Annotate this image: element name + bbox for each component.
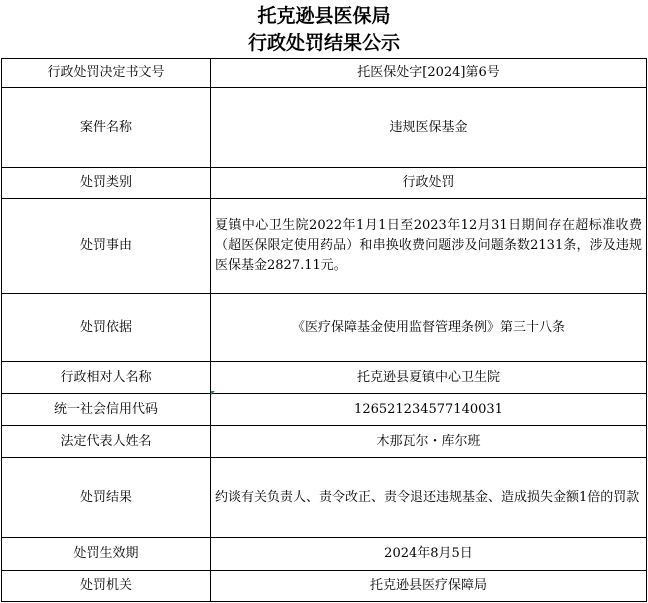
row-value: 木那瓦尔・库尔班 (211, 426, 647, 458)
row-value: 夏镇中心卫生院2022年1月1日至2023年12月31日期间存在超标准收费（超医保限定使用药品）和串换收费问题涉及问题条数2131条，涉及违规医保基金2827.11元。 (211, 199, 647, 294)
row-label: 处罚事由 (2, 199, 211, 294)
row-value: 2024年8月5日 (211, 538, 647, 571)
row-label: 处罚机关 (2, 571, 211, 602)
table-row (2, 168, 647, 199)
table-row (2, 294, 647, 362)
table-row (2, 199, 647, 294)
page-subtitle: 行政处罚结果公示 (247, 32, 400, 54)
table-row (2, 59, 647, 88)
row-label: 处罚依据 (2, 294, 211, 362)
table-row (2, 362, 647, 394)
table-row (2, 458, 647, 538)
row-value: 托克逊县医疗保障局 (211, 571, 647, 602)
row-label: 行政处罚决定书文号 (2, 59, 211, 88)
cell-comment-marker-icon (211, 391, 215, 395)
page-title: 托克逊县医保局 (257, 5, 391, 27)
table-row (2, 88, 647, 168)
penalty-table (1, 58, 647, 602)
table-row (2, 426, 647, 458)
row-value: 《医疗保障基金使用监督管理条例》第三十八条 (211, 294, 647, 362)
row-value: 约谈有关负责人、责令改正、责令退还违规基金、造成损失金额1倍的罚款 (211, 458, 647, 538)
row-value: 托医保处字[2024]第6号 (211, 59, 647, 88)
table-row (2, 571, 647, 602)
row-label: 处罚类别 (2, 168, 211, 199)
row-value: 违规医保基金 (211, 88, 647, 168)
row-value: 行政处罚 (211, 168, 647, 199)
row-label: 处罚结果 (2, 458, 211, 538)
row-label: 统一社会信用代码 (2, 394, 211, 426)
table-row (2, 394, 647, 426)
row-label: 案件名称 (2, 88, 211, 168)
row-label: 行政相对人名称 (2, 362, 211, 394)
table-row (2, 538, 647, 571)
row-value: 托克逊县夏镇中心卫生院 (211, 362, 647, 394)
row-label: 处罚生效期 (2, 538, 211, 571)
row-value: 126521234577140031 (211, 394, 647, 426)
row-label: 法定代表人姓名 (2, 426, 211, 458)
